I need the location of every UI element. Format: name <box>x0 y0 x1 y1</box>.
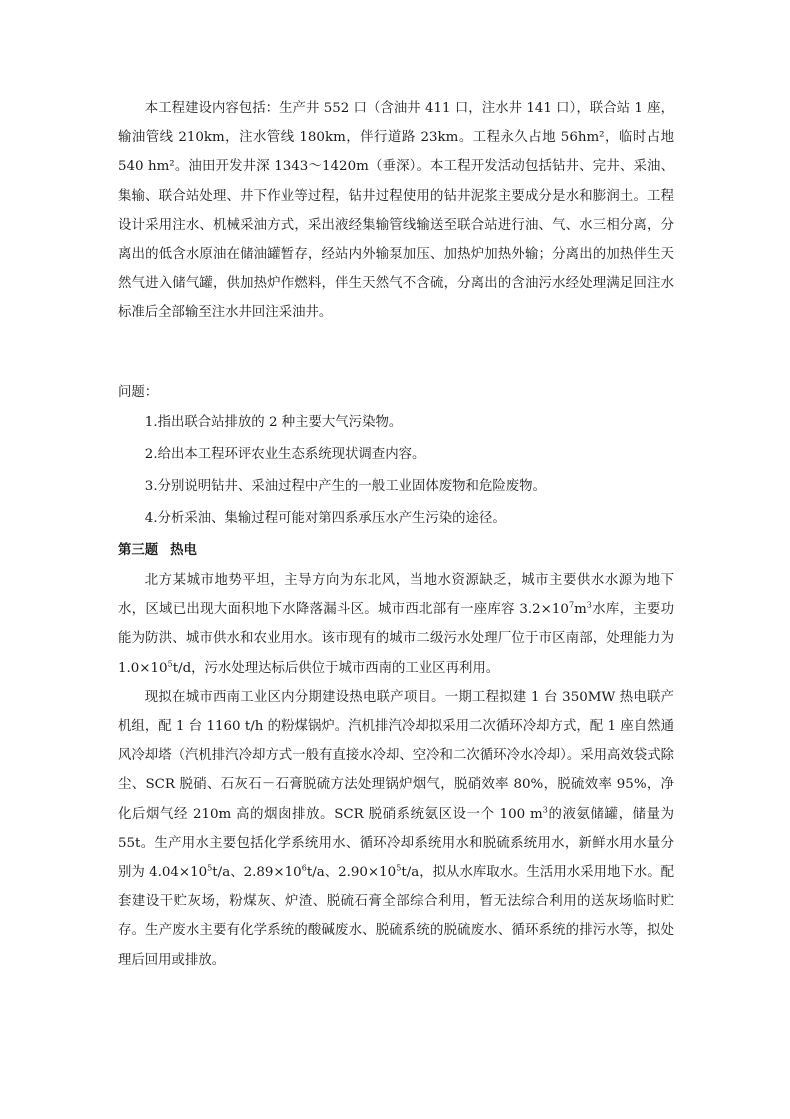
questions-list <box>118 407 674 534</box>
section-heading <box>118 536 674 566</box>
section-title: 热电 <box>170 543 197 558</box>
intro-section <box>118 94 674 328</box>
questions-label: 问题： <box>118 385 159 400</box>
section3 <box>118 536 674 975</box>
section3-paragraph-1: 北方某城市地势平坦，主导方向为东北风，当地水资源缺乏，城市主要供水水源为地下水，区域已出现大面积地下水降落漏斗区。城市西北部有一座库容 $3.2\times 10^7m^3$水库，主要功能为防洪、城市供水和农业用水。该市现有的城市二级污水处理厂位于市区南部，处理能力为 $1.0\times 10^5t/d$，污水处理达标后供位于城市西南的工业区再利用。 <box>118 573 675 676</box>
question-item-4: 4.分析采油、集输过程可能对第四系承压水产生污染的途径。 <box>144 510 506 526</box>
question-item-1: 1.指出联合站排放的 2 种主要大气污染物。 <box>144 415 403 431</box>
section-number: 第三题 <box>118 543 159 558</box>
questions-section <box>118 378 674 534</box>
question-item-2: 2.给出本工程环评农业生态系统现状调查内容。 <box>144 447 426 462</box>
question-item-3: 3.分别说明钻井、采油过程中产生的一般工业固体废物和危险废物。 <box>144 478 546 494</box>
section3-paragraph-2: 现拟在城市西南工业区内分期建设热电联产项目。一期工程拟建 1 台 350MW 热电联产机组，配 1 台 1160 t/h 的粉煤锅炉。汽机排汽冷却拟采用二次循环冷却方式，配 1 座自然通风冷却塔（汽机排汽冷却方式一般有直接水冷却、空冷和二次循环冷水冷却）。采用高效袋式除尘、SCR 脱硝、石灰石－石膏脱硫方法处理锅炉烟气，脱硝效率 80%，脱硫效率 95%，净化后烟气经 210m 高的烟囱排放。SCR 脱硝系统氨区设一个 100 $m^3$的液氨储罐，储量为 55t。生产用水主要包括化学系统用水、循环冷却系统用水和脱硫系统用水，新鲜水用水量分别为 $4.04\times 10^5t/a$、$2.89\times 10^6t/a$、$2.90\times 10^5t/a$，拟从水库取水。生活用水采用地下水。配套建设干贮灰场，粉煤灰、炉渣、脱硫石膏全部综合利用，暂无法综合利用的送灰场临时贮存。生产废水主要有化学系统的酸碱废水、脱硫系统的脱硫废水、循环系统的排污水等，拟处理后回用或排放。 <box>118 689 675 968</box>
intro-paragraph: 本工程建设内容包括：生产井 552 口（含油井 411 口，注水井 141 口），联合站 1 座，输油管线 210km，注水管线 180km，伴行道路 23km。工程永久占地 56hm²，临时占地 540 hm²。油田开发井深 1343～1420m（垂深）。本工程开发活动包括钻井、完井、采油、集输、联合站处理、井下作业等过程，钻井过程使用的钻井泥浆主要成分是水和膨润土。工程设计采用注水、机械采油方式，采出液经集输管线输送至联合站进行油、气、水三相分离，分离出的低含水原油在储油罐暂存，经站内外输泵加压、加热炉加热外输；分离出的加热伴生天然气进入储气罐，供加热炉作燃料，伴生天然气不含硫，分离出的含油污水经处理满足回注水标准后全部输至注水井回注采油井。 <box>118 101 674 321</box>
